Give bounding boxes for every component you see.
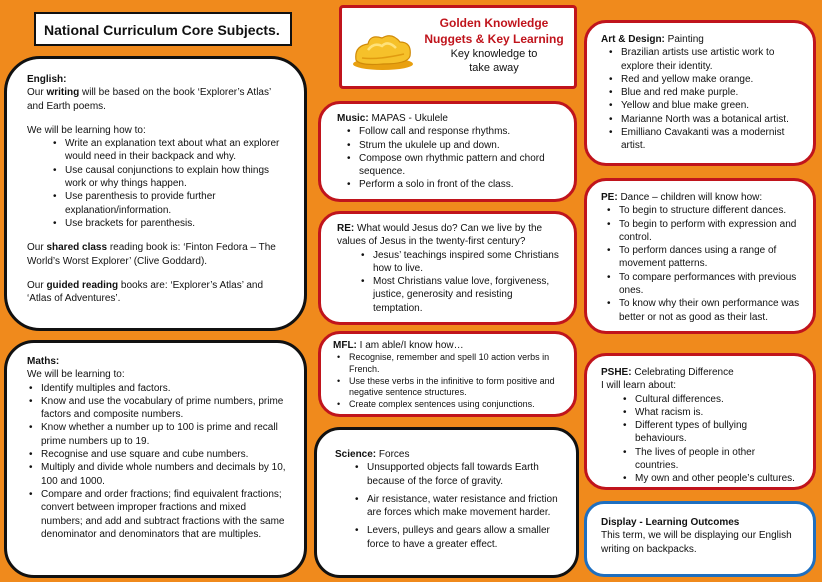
list-item: • Use brackets for parenthesis. <box>51 217 288 230</box>
maths-intro: We will be learning to: <box>27 369 125 381</box>
nuggets-box <box>339 5 577 89</box>
list-item: • Compare and order fractions; find equivalent fractions; convert between improper fractions and mixed numbers; and add and subtract fractions with the same denominator and denominators that are multiples. <box>27 488 290 541</box>
list-item: • What racism is. <box>621 406 801 419</box>
pshe-panel <box>584 353 816 490</box>
list-item: • Recognise and use square and cube numbers. <box>27 448 290 461</box>
music-heading: Music: MAPAS - Ukulele <box>337 113 448 124</box>
nuggets-title-1: Golden Knowledge <box>439 16 549 30</box>
mfl-panel <box>318 331 577 417</box>
pe-panel <box>584 178 816 334</box>
list-item: • Most Christians value love, forgiveness, justice, generosity and resisting temptation. <box>359 275 562 315</box>
list-item: • Create complex sentences using conjunctions. <box>335 399 564 411</box>
english-shared-reading: Our shared class reading book is: ‘Finton Fedora – The World’s Worst Explorer’ (Clive Goddard). <box>27 242 276 267</box>
pshe-list <box>601 393 801 486</box>
pe-heading: PE: Dance – children will know how: <box>601 192 763 203</box>
list-item: • To begin to perform with expression and control. <box>605 218 801 245</box>
mfl-heading: MFL: I am able/I know how… <box>333 340 464 351</box>
re-list <box>337 249 562 315</box>
art-list <box>601 46 801 152</box>
list-item: • Perform a solo in front of the class. <box>345 178 562 191</box>
gold-nugget-icon <box>348 30 418 72</box>
nuggets-subtitle-2: take away <box>469 62 519 75</box>
page-title: National Curriculum Core Subjects. <box>44 22 280 38</box>
list-item: • To perform dances using a range of movement patterns. <box>605 244 801 271</box>
music-list <box>337 125 562 191</box>
science-heading: Science: Forces <box>335 449 410 460</box>
display-panel <box>584 501 816 577</box>
english-learning-intro: We will be learning how to: <box>27 124 146 136</box>
list-item: • Unsupported objects fall towards Earth because of the force of gravity. <box>353 461 562 488</box>
maths-panel <box>4 340 307 578</box>
list-item: • Marianne North was a botanical artist. <box>607 113 801 126</box>
list-item: • To know why their own performance was better or not as good as their last. <box>605 297 801 324</box>
list-item: • Identify multiples and factors. <box>27 382 290 395</box>
list-item: • Use parenthesis to provide further explanation/information. <box>51 190 288 217</box>
list-item: • Brazilian artists use artistic work to explore their identity. <box>607 46 801 73</box>
list-item: • Red and yellow make orange. <box>607 73 801 86</box>
list-item: • Emilliano Cavakanti was a modernist artist. <box>607 126 801 153</box>
display-heading: Display - Learning Outcomes <box>601 517 740 528</box>
science-panel <box>314 427 579 578</box>
english-guided-reading: Our guided reading books are: ‘Explorer’s Atlas’ and ‘Atlas of Adventures’. <box>27 279 264 305</box>
list-item: • Blue and red make purple. <box>607 86 801 99</box>
pe-list <box>601 204 801 324</box>
list-item: • Know and use the vocabulary of prime numbers, prime factors and composite numbers. <box>27 395 290 422</box>
list-item: • Different types of bullying behaviours. <box>621 419 801 446</box>
list-item: • Yellow and blue make green. <box>607 99 801 112</box>
list-item: • Write an explanation text about what an explorer would need in their backpack and why. <box>51 137 288 164</box>
maths-list <box>27 382 290 542</box>
list-item: • Multiply and divide whole numbers and decimals by 10, 100 and 1000. <box>27 461 290 488</box>
list-item: • Use causal conjunctions to explain how things work or why things happen. <box>51 164 288 191</box>
page-title-box <box>34 12 292 46</box>
english-list <box>27 137 288 230</box>
re-heading: RE: What would Jesus do? Can we live by the values of Jesus in the twenty-first century? <box>337 223 543 248</box>
list-item: • Compose own rhythmic pattern and chord sequence. <box>345 152 562 179</box>
art-heading: Art & Design: Painting <box>601 34 704 45</box>
art-panel <box>584 20 816 166</box>
list-item: • My own and other people’s cultures. <box>621 472 801 485</box>
english-panel <box>4 56 307 331</box>
list-item: • Use these verbs in the infinitive to form positive and negative sentence structures. <box>335 376 564 399</box>
list-item: • Strum the ukulele up and down. <box>345 139 562 152</box>
music-panel <box>318 101 577 202</box>
nuggets-title-2: Nuggets & Key Learning <box>424 31 564 46</box>
list-item: • Follow call and response rhythms. <box>345 125 562 138</box>
list-item: • Recognise, remember and spell 10 action verbs in French. <box>335 352 564 375</box>
science-list <box>335 461 562 551</box>
english-intro: Our writing will be based on the book ‘Explorer’s Atlas’ and Earth poems. <box>27 87 271 112</box>
list-item: • Jesus’ teachings inspired some Christians how to live. <box>359 249 562 276</box>
re-panel <box>318 211 577 325</box>
pshe-heading: PSHE: Celebrating Difference <box>601 367 734 378</box>
list-item: • Levers, pulleys and gears allow a smaller force to have a greater effect. <box>353 524 562 551</box>
list-item: • To begin to structure different dances. <box>605 204 801 217</box>
list-item: • To compare performances with previous ones. <box>605 271 801 298</box>
list-item: • Air resistance, water resistance and friction are forces which make movement harder. <box>353 493 562 520</box>
list-item: • The lives of people in other countries. <box>621 446 801 473</box>
list-item: • Cultural differences. <box>621 393 801 406</box>
nuggets-subtitle-1: Key knowledge to <box>450 48 538 61</box>
mfl-list <box>333 352 564 410</box>
maths-heading: Maths: <box>27 356 60 367</box>
display-text: This term, we will be displaying our English writing on backpacks. <box>601 530 792 555</box>
pshe-intro: I will learn about: <box>601 380 677 392</box>
english-heading: English: <box>27 74 67 85</box>
list-item: • Know whether a number up to 100 is prime and recall prime numbers up to 19. <box>27 421 290 448</box>
